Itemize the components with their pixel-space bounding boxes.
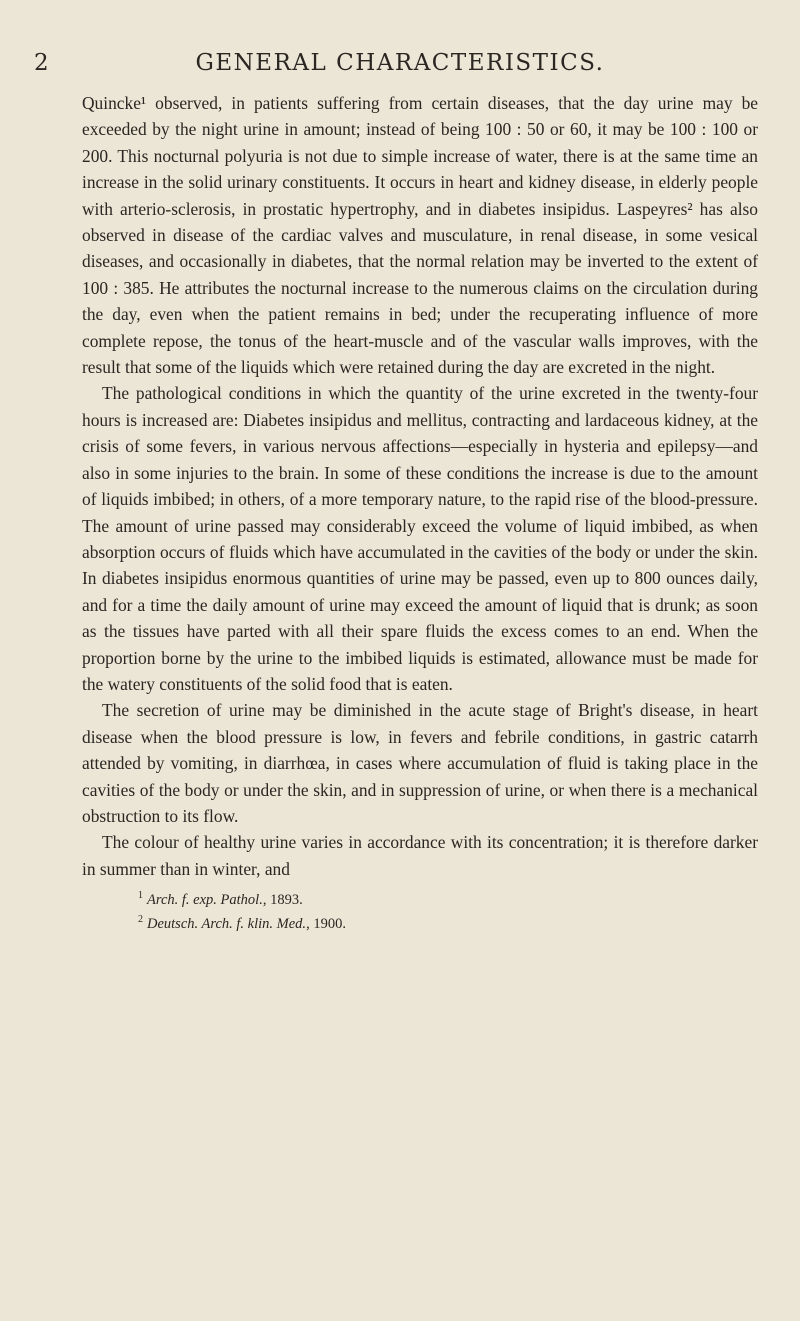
running-title: GENERAL CHARACTERISTICS. (195, 50, 605, 76)
paragraph: The pathological conditions in which the quantity of the urine excreted in the twenty-four hours is increased are: Diabetes insipidus and mellitus, contracting and lardaceous kidney, at the crisis of some fevers, in various nervous affections—especially in hysteria and epilepsy—and also in some injuries to the brain. In some of these conditions the increase is due to the amount of liquids imbibed; in others, of a more temporary nature, to the rapid rise of the blood-pressure. The amount of urine passed may considerably exceed the volume of liquid imbibed, as when absorption occurs of fluids which have accumulated in the cavities of the body or under the skin. In diabetes insipidus enormous quantities of urine may be passed, even up to 800 ounces daily, and for a time the daily amount of urine may exceed the amount of liquid that is drunk; as soon as the tissues have parted with all their spare fluids the excess comes to an end. When the proportion borne by the urine to the imbibed liquids is estimated, allowance must be made for the watery constituents of the solid food that is eaten. (82, 383, 758, 694)
paragraph: The colour of healthy urine varies in accordance with its concentration; it is therefore darker in summer than in winter, and (82, 832, 758, 879)
footnote-marker: 1 (138, 890, 143, 902)
footnote (82, 910, 758, 934)
footnote-source: Arch. f. exp. Pathol. (147, 892, 263, 909)
page-header (0, 50, 800, 84)
footnote-year: , 1900. (306, 915, 346, 932)
footnotes (82, 886, 758, 934)
page-body (82, 90, 758, 934)
footnote-source: Deutsch. Arch. f. klin. Med. (147, 915, 307, 932)
paragraph: Quincke¹ observed, in patients suffering from certain diseases, that the day urine may be exceeded by the night urine in amount; instead of being 100 : 50 or 60, it may be 100 : 100 or 200. This nocturnal polyuria is not due to simple increase of water, there is at the same time an increase in the solid urinary constituents. It occurs in heart and kidney disease, in elderly people with arterio-sclerosis, in prostatic hypertrophy, and in diabetes insipidus. Laspeyres² has also observed in disease of the cardiac valves and musculature, in renal disease, in some vesical diseases, and occasionally in diabetes, that the normal relation may be inverted to the extent of 100 : 385. He attributes the nocturnal increase to the numerous claims on the circulation during the day, even when the patient remains in bed; under the recuperating influence of more complete repose, the tonus of the heart-muscle and of the vascular walls improves, with the result that some of the liquids which were retained during the day are excreted in the night. (82, 93, 758, 378)
footnote-year: , 1893. (262, 892, 303, 909)
footnote-marker: 2 (138, 914, 143, 926)
footnote (82, 886, 758, 910)
paragraph: The secretion of urine may be diminished in the acute stage of Bright's disease, in heart disease when the blood pressure is low, in fevers and febrile conditions, in gastric catarrh attended by vomiting, in diarrhœa, in cases where accumulation of fluid is taking place in the cavities of the body or under the skin, and in suppression of urine, or when there is a mechanical obstruction to its flow. (82, 700, 758, 826)
page-number: 2 (34, 50, 49, 76)
